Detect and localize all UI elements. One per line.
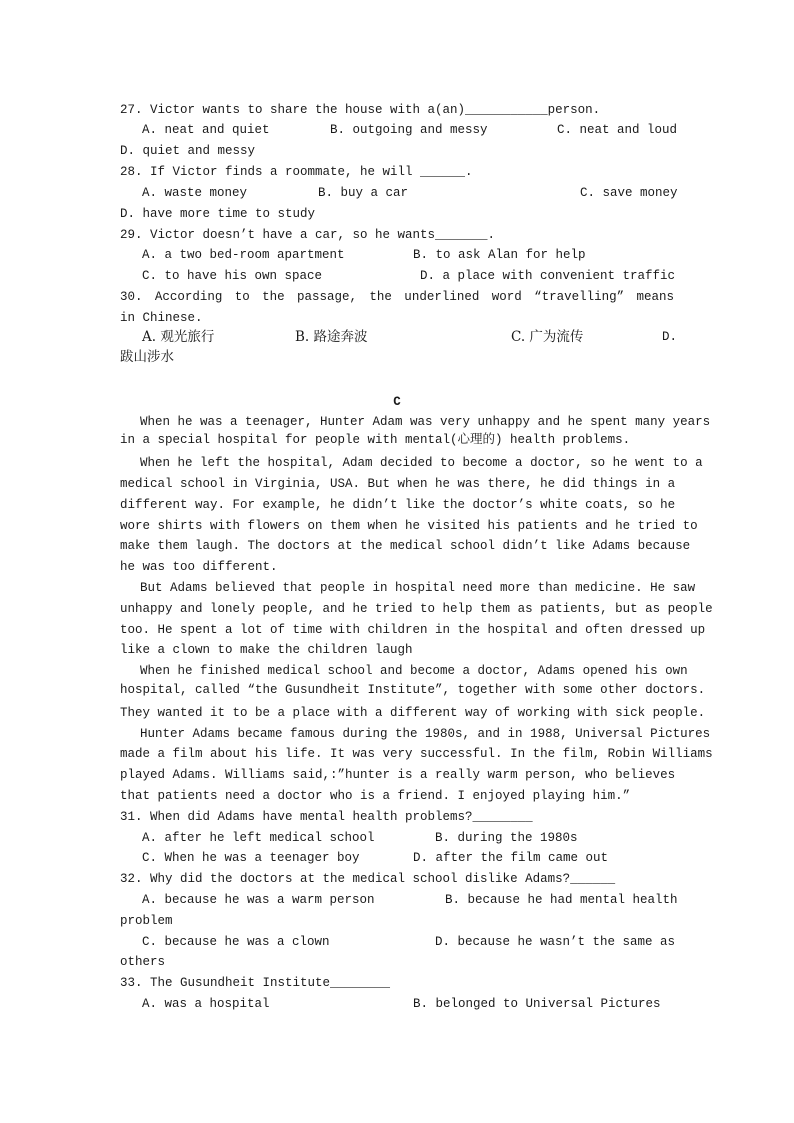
q33-stem: 33. The Gusundheit Institute________ xyxy=(120,976,391,990)
q32-option-b-line1: B. because he had mental health xyxy=(445,893,678,907)
passage-p2-line2: medical school in Virginia, USA. But when he was there, he did things in a xyxy=(120,477,676,491)
q30-option-b: B. 路途奔波 xyxy=(295,329,368,345)
q32-option-b-line2: problem xyxy=(120,914,173,928)
q29-option-b: B. to ask Alan for help xyxy=(413,248,586,262)
passage-p4-line2: hospital, called “the Gusundheit Institute”, together with some other doctors. xyxy=(120,683,706,697)
q33-option-b: B. belonged to Universal Pictures xyxy=(413,997,661,1011)
passage-p5-line4: that patients need a doctor who is a friend. I enjoyed playing him.” xyxy=(120,789,631,803)
passage-p3-line1: But Adams believed that people in hospital need more than medicine. He saw xyxy=(140,581,696,595)
passage-p4-line1: When he finished medical school and become a doctor, Adams opened his own xyxy=(140,664,688,678)
passage-p1-line1: When he was a teenager, Hunter Adam was very unhappy and he spent many years xyxy=(140,415,711,429)
q32-option-d-line2: others xyxy=(120,955,166,969)
section-title: C xyxy=(393,395,401,409)
q32-option-a: A. because he was a warm person xyxy=(142,893,375,907)
q30-option-d-text: 跋山涉水 xyxy=(120,349,174,365)
q31-option-a: A. after he left medical school xyxy=(142,831,375,845)
q30-stem-line2: in Chinese. xyxy=(120,311,203,325)
passage-p5-line1: Hunter Adams became famous during the 1980s, and in 1988, Universal Pictures xyxy=(140,727,711,741)
q27-option-b: B. outgoing and messy xyxy=(330,123,488,137)
passage-p3-line2: unhappy and lonely people, and he tried to help them as patients, but as people xyxy=(120,602,713,616)
passage-p3-line4: like a clown to make the children laugh xyxy=(120,643,413,657)
q28-option-c: C. save money xyxy=(580,186,678,200)
passage-p2-line4: wore shirts with flowers on them when he visited his patients and he tried to xyxy=(120,519,698,533)
passage-p2-line3: different way. For example, he didn’t like the doctor’s white coats, so he xyxy=(120,498,676,512)
q29-option-a: A. a two bed-room apartment xyxy=(142,248,345,262)
passage-p5-line3: played Adams. Williams said,:”hunter is a really warm person, who believes xyxy=(120,768,676,782)
q28-option-b: B. buy a car xyxy=(318,186,409,200)
q28-option-d: D. have more time to study xyxy=(120,207,316,221)
q27-option-c: C. neat and loud xyxy=(557,123,678,137)
q27-stem: 27. Victor wants to share the house with a(an)___________person. xyxy=(120,103,601,117)
q31-option-d: D. after the film came out xyxy=(413,851,609,865)
q31-stem: 31. When did Adams have mental health problems?________ xyxy=(120,810,533,824)
q33-option-a: A. was a hospital xyxy=(142,997,270,1011)
passage-p2-line6: he was too different. xyxy=(120,560,278,574)
q30-option-a: A. 观光旅行 xyxy=(142,329,215,345)
q28-stem: 28. If Victor finds a roommate, he will ______. xyxy=(120,165,473,179)
passage-p3-line3: too. He spent a lot of time with children in the hospital and often dressed up xyxy=(120,623,706,637)
q31-option-c: C. When he was a teenager boy xyxy=(142,851,360,865)
passage-p2-line1: When he left the hospital, Adam decided to become a doctor, so he went to a xyxy=(140,456,703,470)
q27-option-a: A. neat and quiet xyxy=(142,123,270,137)
passage-p2-line5: make them laugh. The doctors at the medical school didn’t like Adams because xyxy=(120,539,691,553)
passage-p4-line3: They wanted it to be a place with a different way of working with sick people. xyxy=(120,706,706,720)
q32-option-d-line1: D. because he wasn’t the same as xyxy=(435,935,676,949)
q30-stem-line1: 30. According to the passage, the underlined word “travelling” means xyxy=(120,290,674,304)
q30-option-c: C. 广为流传 xyxy=(511,329,584,345)
q31-option-b: B. during the 1980s xyxy=(435,831,578,845)
passage-p5-line2: made a film about his life. It was very successful. In the film, Robin Williams xyxy=(120,747,713,761)
q29-option-d: D. a place with convenient traffic xyxy=(420,269,676,283)
passage-p1-line2: in a special hospital for people with mental(心理的) health problems. xyxy=(120,433,631,447)
q29-stem: 29. Victor doesn’t have a car, so he wants_______. xyxy=(120,228,496,242)
q28-option-a: A. waste money xyxy=(142,186,248,200)
q32-option-c: C. because he was a clown xyxy=(142,935,330,949)
q30-option-d-label: D. xyxy=(662,330,678,344)
q29-option-c: C. to have his own space xyxy=(142,269,323,283)
q32-stem: 32. Why did the doctors at the medical school dislike Adams?______ xyxy=(120,872,616,886)
q27-option-d: D. quiet and messy xyxy=(120,144,256,158)
